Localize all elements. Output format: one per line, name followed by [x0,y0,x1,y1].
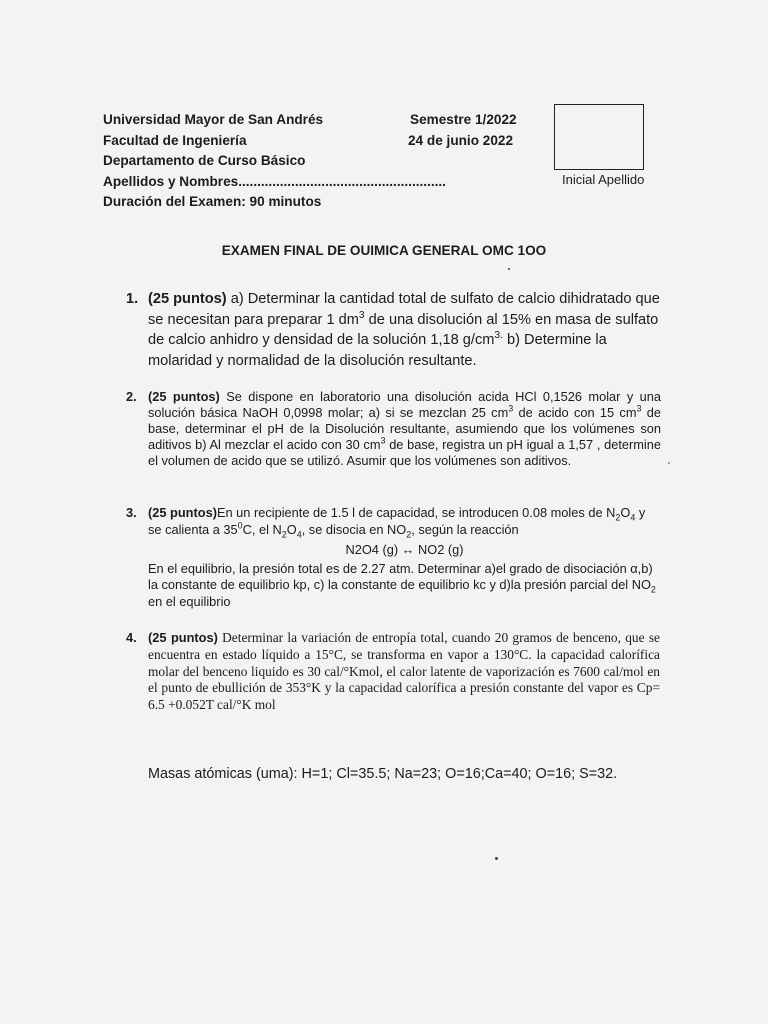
initial-box-label: Inicial Apellido [562,172,645,187]
question-points: (25 puntos) [148,630,218,645]
scan-speck [495,857,498,860]
exam-duration: Duración del Examen: 90 minutos [103,194,322,209]
question-text: (25 puntos) a) Determinar la cantidad total de sulfato de calcio dihidratado que se necesitan para preparar 1 $dm^3$ de una disolución al 15% en masa de sulfato de calcio anhidro y densidad de la solución 1,18 $g/cm^{3.}$ b) Determine la molaridad y normalidad de la disolución resultante. [148,291,660,369]
question-text: (25 puntos) Determinar la variación de entropía total, cuando 20 gramos de benceno, que se encuentra en estado líquido a 15°C, se transforma en vapor a 130°C. la capacidad calorífica molar del benceno liquido es 30 cal/°Kmol, el calor latente de vaporización es 7600 cal/mol en el punto de ebullición de 353°K y la capacidad calorífica a presión constante del vapor es Cp= 6.5 +0.052T cal/°K mol [148,630,660,713]
atomic-masses: Masas atómicas (uma): H=1; Cl=35.5; Na=23; O=16;Ca=40; O=16; S=32. [148,766,618,782]
question-text: (25 puntos) Se dispone en laboratorio una disolución acida HCl 0,1526 molar y una solución básica NaOH 0,0998 molar; a) si se mezclan 25 $cm^3$ de acido con 15 $cm^3$ de base, determinar el pH de la Disolución resultante, asumiendo que los volúmenes son aditivos b) Al mezclar el acido con 30 $cm^3$ de base, registra un pH igual a 1,57 , determine el volumen de acido que se utilizó. Asumir que los volúmenes son aditivos. [148,389,662,468]
exam-date: 24 de junio 2022 [408,132,514,148]
header-left [103,110,446,213]
faculty-name: Facultad de Ingeniería [103,132,247,148]
name-line: Apellidos y Nombres....................................................... [103,173,446,189]
question-points: (25 puntos) [148,505,217,520]
question-number: 2. [126,389,137,404]
department-name: Departamento de Curso Básico [103,153,306,168]
question-text: (25 puntos)En un recipiente de 1.5 l de capacidad, se introducen 0.08 moles de $N_2O_4$ y se calienta a $35^0C$, el $N_2O_4$, se disocia en $NO_2$, según la reacción N2O4 (g) ↔ NO2 (g) En el equilibrio, la presión total es de 2.27 atm. Determinar a)el grado de disociación α,b) la constante de equilibrio kp, c) la constante de equilibrio kc y d)la presión parcial del $NO_2$ en el equilibrio [148,505,661,610]
question-points: (25 puntos) [148,389,220,404]
initial-box [554,104,644,170]
exam-title: EXAMEN FINAL DE OUIMICA GENERAL OMC 1OO [221,243,547,258]
question-number: 3. [126,505,137,520]
question-points: (25 puntos) [148,291,227,307]
reaction-equation: N2O4 (g) ↔ NO2 (g) [345,542,464,557]
scan-speck [668,462,670,464]
header-middle [408,110,517,151]
semester: Semestre 1/2022 [410,112,517,127]
question-number: 4. [126,630,137,645]
university-name: Universidad Mayor de San Andrés [103,112,324,127]
scan-speck [508,268,510,270]
question-number: 1. [126,291,139,307]
